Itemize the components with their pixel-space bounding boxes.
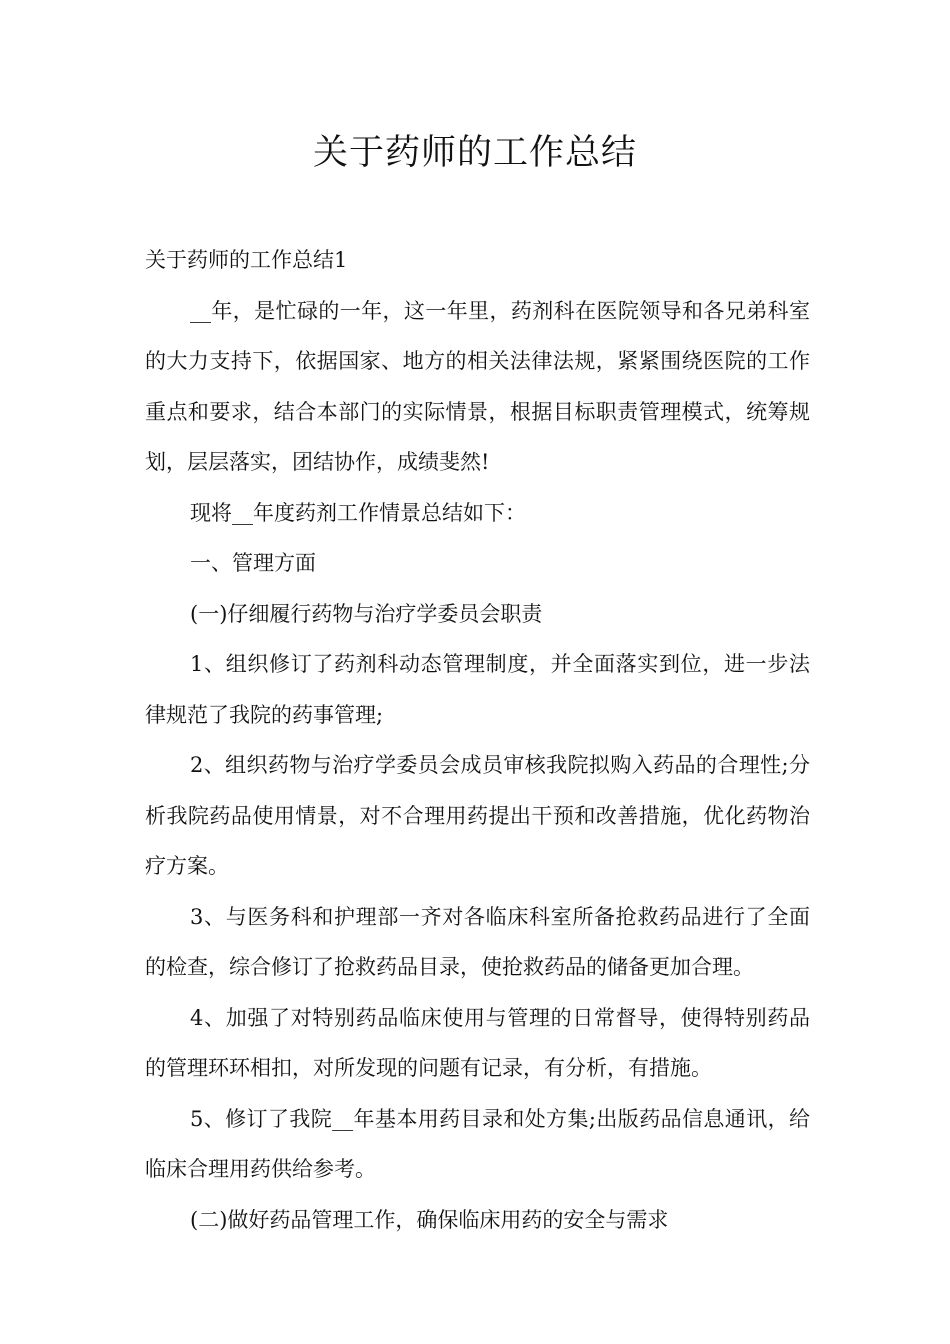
list-item-4: 4、加强了对特别药品临床使用与管理的日常督导，使得特别药品的管理环环相扣，对所发现的问题有记录，有分析，有措施。	[145, 1005, 810, 1080]
document-body	[145, 235, 810, 1245]
list-item-2: 2、组织药物与治疗学委员会成员审核我院拟购入药品的合理性;分析我院药品使用情景，对不合理用药提出干预和改善措施，优化药物治疗方案。	[145, 753, 810, 878]
paragraph-summary-lead: 现将__年度药剂工作情景总结如下：	[190, 500, 526, 525]
paragraph-intro: __年，是忙碌的一年，这一年里，药剂科在医院领导和各兄弟科室的大力支持下，依据国家、地方的相关法律法规，紧紧围绕医院的工作重点和要求，结合本部门的实际情景，根据目标职责管理模式，统筹规划，层层落实，团结协作，成绩斐然!	[145, 298, 810, 474]
subheading-committee: (一)仔细履行药物与治疗学委员会职责	[190, 601, 543, 626]
list-item-1: 1、组织修订了药剂科动态管理制度，并全面落实到位，进一步法律规范了我院的药事管理;	[145, 652, 810, 727]
list-item-3: 3、与医务科和护理部一齐对各临床科室所备抢救药品进行了全面的检查，综合修订了抢救药品目录，使抢救药品的储备更加合理。	[145, 904, 810, 979]
list-item-5: 5、修订了我院__年基本用药目录和处方集;出版药品信息通讯，给临床合理用药供给参考。	[145, 1106, 810, 1181]
document-title: 关于药师的工作总结	[312, 133, 637, 173]
section-heading: 关于药师的工作总结1	[145, 248, 348, 272]
subheading-drug-management: (二)做好药品管理工作，确保临床用药的安全与需求	[190, 1207, 669, 1232]
heading-management: 一、管理方面	[190, 551, 316, 575]
